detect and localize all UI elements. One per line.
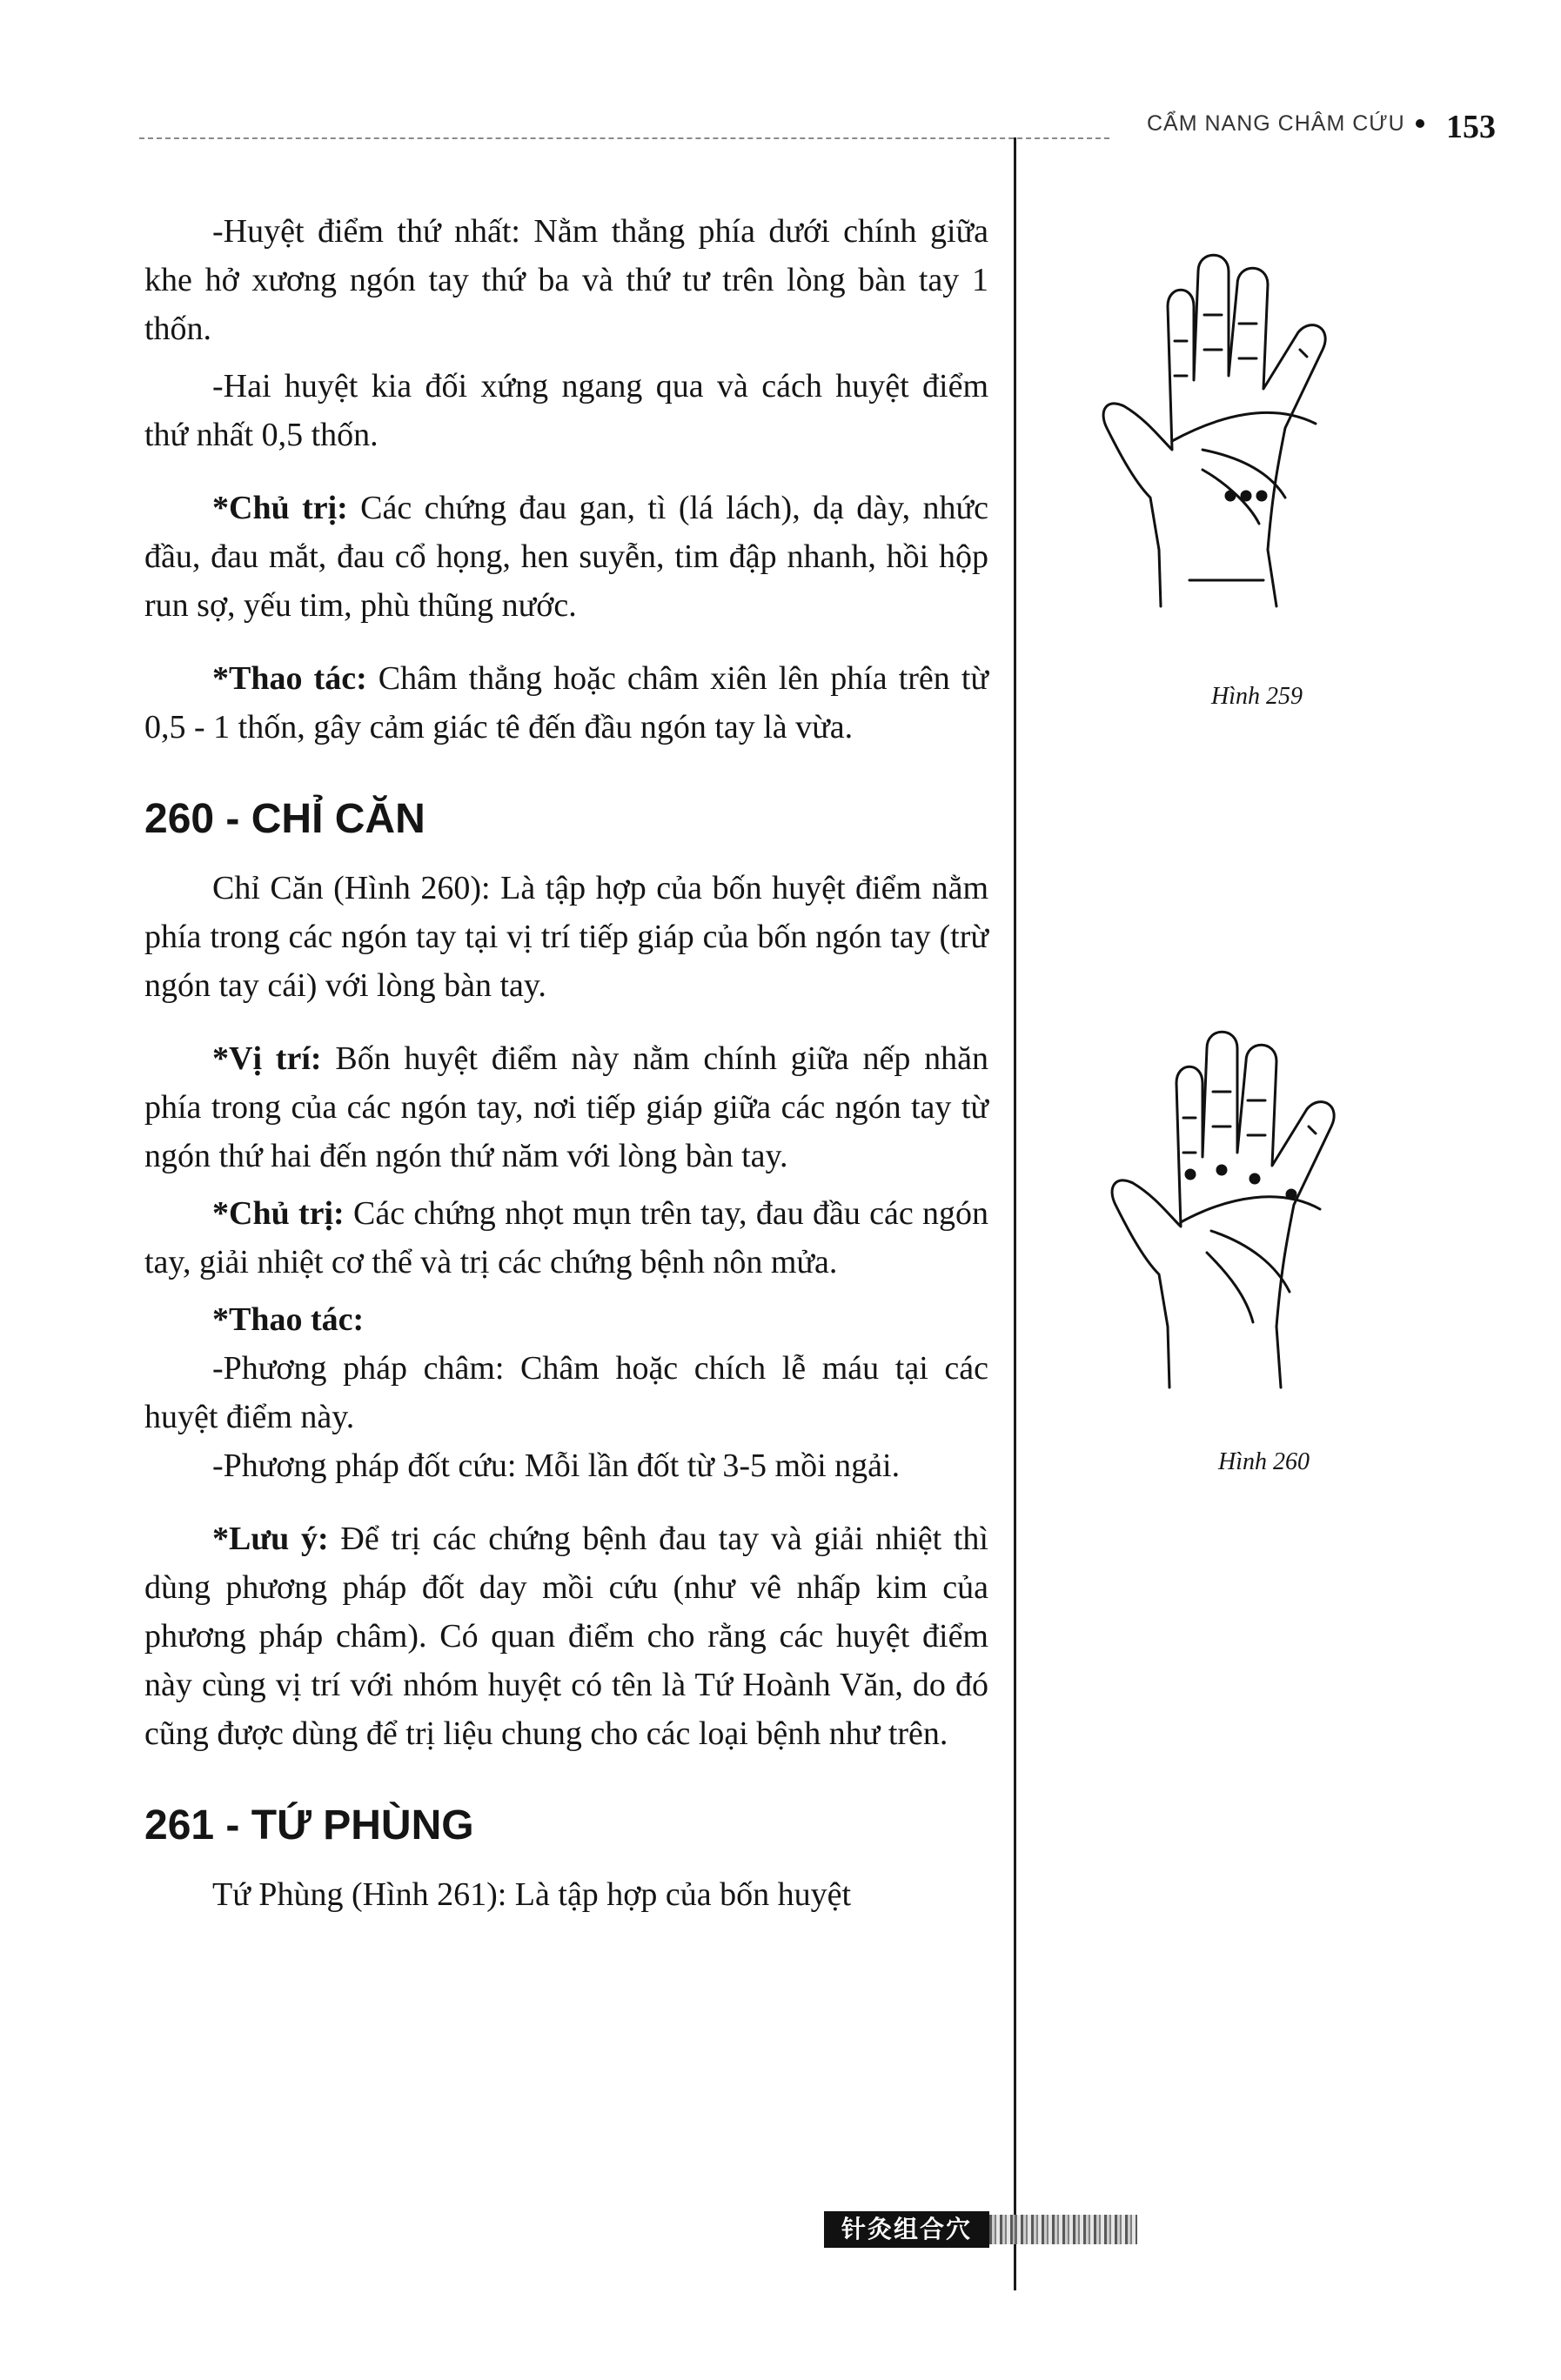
figure-259-hand-diagram [1098,237,1394,619]
figure-260-hand-diagram [1098,1013,1394,1396]
hand-outline [1103,255,1325,550]
column-divider [1014,137,1016,2290]
acupoint-little [1287,1190,1296,1199]
paragraph-location-260: *Vị trí: Bốn huyệt điểm này nằm chính giữa nếp nhăn phía trong của các ngón tay, nơi tiếp giáp giữa các ngón tay từ ngón thứ hai đến ngón thứ năm với lòng bàn tay. [144,1040,989,1174]
palm-line-2 [1211,1231,1290,1292]
paragraph-note-260: *Lưu ý: Để trị các chứng bệnh đau tay và giải nhiệt thì dùng phương pháp đốt day mồi cứu (như vê nhấp kim của phương pháp châm). Có quan điểm cho rằng các huyệt điểm này cùng vị trí với nhóm huyệt có tên là Tứ Hoành Văn, do đó cũng được dùng để trị liệu chung cho các loại bệnh như trên. [144,1521,988,1752]
acupoint-index [1186,1170,1195,1179]
acupoint-1 [1226,491,1235,500]
main-text-column [144,207,988,1928]
acupoint-3 [1257,491,1266,500]
paragraph-point1: -Huyệt điểm thứ nhất: Nằm thẳng phía dưới chính giữa khe hở xương ngón tay thứ ba và thứ tư trên lòng bàn tay 1 thốn. [144,213,988,347]
acupoint-middle [1217,1166,1226,1174]
header-rule [139,137,1109,139]
caption-259: Hình 259 [1211,683,1303,710]
section-heading-260: 260 - CHỈ CĂN [144,796,425,842]
footer-scan-texture [989,2215,1137,2244]
label-thao-tac: *Thao tác: [212,660,367,697]
crease-line-mid [1203,450,1285,498]
paragraph-indications-259: *Chủ trị: Các chứng đau gan, tì (lá lách), dạ dày, nhức đầu, đau mắt, đau cổ họng, hen suyễn, tim đập nhanh, hồi hộp run sợ, yếu tim, phù thũng nước. [144,490,989,624]
page-number: 153 [1446,109,1496,145]
footer-chinese-label: 针灸组合穴 [824,2211,989,2248]
paragraph-intro-261: Tứ Phùng (Hình 261): Là tập hợp của bốn huyệt [212,1876,852,1913]
paragraph-moxa-method: -Phương pháp đốt cứu: Mỗi lần đốt từ 3-5 mồi ngải. [212,1447,901,1484]
section-heading-261: 261 - TỨ PHÙNG [144,1802,474,1849]
paragraph-side-points: -Hai huyệt kia đối xứng ngang qua và cách huyệt điểm thứ nhất 0,5 thốn. [144,368,988,453]
label-thao-tac-260: *Thao tác: [212,1301,365,1338]
acupoint-ring [1250,1174,1259,1183]
caption-260: Hình 260 [1218,1448,1310,1475]
paragraph-intro-260: Chỉ Căn (Hình 260): Là tập hợp của bốn huyệt điểm nằm phía trong các ngón tay tại vị trí tiếp giáp của bốn ngón tay (trừ ngón tay cái) với lòng bàn tay. [144,870,988,1004]
label-vi-tri: *Vị trí: [212,1040,322,1077]
paragraph-technique-259: *Thao tác: Châm thẳng hoặc châm xiên lên phía trên từ 0,5 - 1 thốn, gây cảm giác tê đến đầu ngón tay là vừa. [144,660,988,745]
wrist-edge-left-260 [1168,1327,1169,1387]
wrist-edge-left [1159,550,1161,606]
palm-line-3 [1207,1253,1253,1322]
hand-outline-260 [1112,1032,1334,1327]
header-dot-icon [1416,119,1424,128]
palm-line-1 [1181,1197,1320,1222]
acupoint-2 [1242,491,1250,500]
label-chu-tri-260: *Chủ trị: [212,1195,345,1232]
crease-line-top [1172,412,1316,441]
paragraph-indications-260: *Chủ trị: Các chứng nhọt mụn trên tay, đau đầu các ngón tay, giải nhiệt cơ thể và trị các chứng bệnh nôn mửa. [144,1195,988,1280]
running-title: CẨM NANG CHÂM CỨU [1147,111,1433,137]
label-chu-tri: *Chủ trị: [212,490,348,526]
label-luu-y: *Lưu ý: [212,1521,329,1557]
wrist-edge-right-260 [1276,1327,1281,1387]
wrist-edge-right [1268,550,1276,606]
paragraph-needling-method: -Phương pháp châm: Châm hoặc chích lễ máu tại các huyệt điểm này. [144,1350,988,1435]
